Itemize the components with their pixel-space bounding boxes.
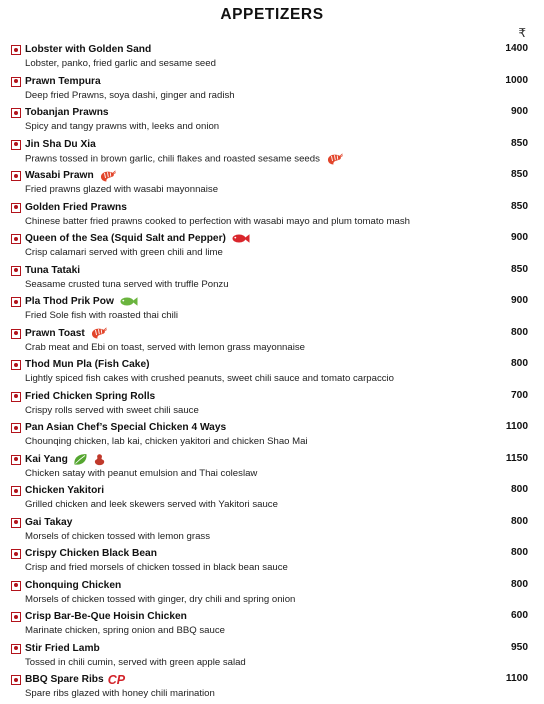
menu-item-description-line xyxy=(25,184,522,195)
menu-items-list xyxy=(0,42,544,704)
menu-item-name: Queen of the Sea (Squid Salt and Pepper) xyxy=(25,233,226,244)
menu-item-description-line xyxy=(25,247,522,258)
fish-red-icon xyxy=(231,233,250,244)
menu-item xyxy=(0,105,544,137)
menu-item-description-line xyxy=(25,436,522,447)
menu-item-description: Morsels of chicken tossed with ginger, dry chili and spring onion xyxy=(25,593,296,605)
menu-item-header xyxy=(25,42,522,57)
menu-item-price: 850 xyxy=(511,169,528,180)
menu-item-description: Chounqing chicken, lab kai, chicken yakitori and chicken Shao Mai xyxy=(25,436,308,447)
non-veg-marker-icon xyxy=(11,171,21,181)
menu-item-name: Pla Thod Prik Pow xyxy=(25,296,114,307)
menu-item-description-line xyxy=(25,153,522,165)
menu-item-name: Wasabi Prawn xyxy=(25,170,94,181)
menu-item-price: 1100 xyxy=(505,421,528,432)
non-veg-marker-icon xyxy=(11,455,21,465)
peanut-icon xyxy=(93,453,106,466)
non-veg-marker-icon xyxy=(11,77,21,87)
menu-item-price: 1100 xyxy=(505,673,528,684)
menu-item-header xyxy=(25,231,522,246)
menu-item-name: Crisp Bar-Be-Que Hoisin Chicken xyxy=(25,611,187,622)
menu-item xyxy=(0,515,544,547)
menu-item-description: Crisp calamari served with green chili and lime xyxy=(25,247,223,258)
menu-item-header xyxy=(25,200,522,215)
non-veg-marker-icon xyxy=(11,549,21,559)
menu-item-name: Prawn Toast xyxy=(25,327,85,339)
menu-item-price: 800 xyxy=(511,358,528,369)
menu-item-price: 800 xyxy=(511,578,528,590)
menu-item-header xyxy=(25,546,522,561)
menu-item-header xyxy=(25,105,522,120)
menu-item-description: Crab meat and Ebi on toast, served with lemon grass mayonnaise xyxy=(25,341,305,353)
menu-item-description: Lightly spiced fish cakes with crushed peanuts, sweet chili sauce and tomato carpaccio xyxy=(25,373,395,384)
leaf-icon xyxy=(73,453,88,466)
menu-item-description: Deep fried Prawns, soya dashi, ginger and radish xyxy=(25,89,235,101)
menu-item xyxy=(0,294,544,326)
menu-item-description: Seasame crusted tuna served with truffle Ponzu xyxy=(25,278,229,290)
non-veg-marker-icon xyxy=(11,518,21,528)
shrimp-icon xyxy=(99,170,116,182)
menu-item-description-line xyxy=(25,58,522,69)
menu-item-price: 1150 xyxy=(505,452,528,464)
menu-item-price: 850 xyxy=(511,263,528,275)
menu-item xyxy=(0,74,544,106)
menu-item-header xyxy=(25,515,522,530)
menu-item-header xyxy=(25,672,522,687)
menu-item-header xyxy=(25,263,522,278)
menu-item xyxy=(0,609,544,641)
non-veg-marker-icon xyxy=(11,45,21,55)
menu-item-name: Chicken Yakitori xyxy=(25,485,105,496)
non-veg-marker-icon xyxy=(11,612,21,622)
menu-item-description-line xyxy=(25,468,522,479)
menu-item-description: Chicken satay with peanut emulsion and Thai coleslaw xyxy=(25,467,258,479)
menu-item-price: 800 xyxy=(511,484,528,495)
menu-item-description: Spicy and tangy prawns with, leeks and onion xyxy=(25,121,220,132)
menu-item-description: Tossed in chili cumin, served with green apple salad xyxy=(25,656,246,668)
menu-item-header xyxy=(25,357,522,372)
menu-item xyxy=(0,420,544,452)
menu-item-name: Golden Fried Prawns xyxy=(25,201,127,213)
menu-item xyxy=(0,357,544,389)
non-veg-marker-icon xyxy=(11,423,21,433)
menu-item-description-line xyxy=(25,594,522,605)
menu-item-price: 1400 xyxy=(505,43,528,54)
menu-item-header xyxy=(25,74,522,89)
menu-item-description: Lobster, panko, fried garlic and sesame seed xyxy=(25,58,216,69)
non-veg-marker-icon xyxy=(11,675,21,685)
non-veg-marker-icon xyxy=(11,108,21,118)
menu-item-name: BBQ Spare Ribs xyxy=(25,674,104,685)
menu-item-header xyxy=(25,483,522,498)
menu-item-description-line xyxy=(25,310,522,321)
menu-item xyxy=(0,168,544,200)
menu-item-price: 900 xyxy=(511,295,528,306)
menu-item-header xyxy=(25,389,522,404)
menu-item-price: 850 xyxy=(511,137,528,149)
menu-item-description: Prawns tossed in brown garlic, chili flakes and roasted sesame seeds xyxy=(25,153,320,165)
menu-item xyxy=(0,452,544,484)
menu-item-header xyxy=(25,641,522,656)
menu-item xyxy=(0,231,544,263)
menu-item xyxy=(0,326,544,358)
menu-item-name: Chonquing Chicken xyxy=(25,579,122,591)
menu-item-description: Morsels of chicken tossed with lemon grass xyxy=(25,530,211,542)
menu-item xyxy=(0,42,544,74)
menu-item-header xyxy=(25,137,522,152)
menu-item xyxy=(0,389,544,421)
non-veg-marker-icon xyxy=(11,297,21,307)
menu-item-price: 900 xyxy=(511,232,528,243)
menu-item-header xyxy=(25,452,522,467)
menu-item xyxy=(0,263,544,295)
menu-item-name: Lobster with Golden Sand xyxy=(25,44,152,55)
menu-item-header xyxy=(25,420,522,435)
menu-item-price: 800 xyxy=(511,515,528,527)
menu-item-description-line xyxy=(25,657,522,668)
menu-item-price: 1000 xyxy=(505,74,528,86)
fish-green-icon xyxy=(119,296,138,307)
menu-item xyxy=(0,546,544,578)
menu-item-header xyxy=(25,578,522,593)
menu-item xyxy=(0,483,544,515)
menu-item-header xyxy=(25,609,522,624)
menu-item-price: 700 xyxy=(511,389,528,401)
menu-item-description-line xyxy=(25,405,522,416)
shrimp-icon xyxy=(90,327,107,339)
menu-item-name: Jin Sha Du Xia xyxy=(25,138,96,150)
menu-item-name: Tobanjan Prawns xyxy=(25,107,109,118)
menu-item-name: Pan Asian Chef’s Special Chicken 4 Ways xyxy=(25,422,227,433)
menu-item-price: 950 xyxy=(511,641,528,653)
menu-item xyxy=(0,672,544,704)
menu-item-name: Prawn Tempura xyxy=(25,75,101,87)
menu-item-price: 800 xyxy=(511,326,528,338)
menu-item-description-line xyxy=(25,531,522,542)
menu-item-description: Spare ribs glazed with honey chili marination xyxy=(25,688,215,699)
non-veg-marker-icon xyxy=(11,392,21,402)
menu-item-header xyxy=(25,168,522,183)
menu-item xyxy=(0,137,544,169)
menu-item-description: Fried prawns glazed with wasabi mayonnaise xyxy=(25,184,219,195)
menu-item-description: Chinese batter fried prawns cooked to perfection with wasabi mayo and plum tomato mash xyxy=(25,215,411,227)
menu-item-price: 850 xyxy=(511,200,528,212)
menu-item-price: 800 xyxy=(511,547,528,558)
menu-item-description: Crispy rolls served with sweet chili sauce xyxy=(25,404,199,416)
menu-item-price: 600 xyxy=(511,610,528,621)
non-veg-marker-icon xyxy=(11,329,21,339)
shrimp-icon xyxy=(326,153,343,165)
non-veg-marker-icon xyxy=(11,644,21,654)
chef-pick-badge: CP xyxy=(107,672,126,687)
menu-item-name: Crispy Chicken Black Bean xyxy=(25,548,157,559)
menu-item-description-line xyxy=(25,216,522,227)
menu-item-name: Fried Chicken Spring Rolls xyxy=(25,390,156,402)
menu-item-description-line xyxy=(25,342,522,353)
non-veg-marker-icon xyxy=(11,140,21,150)
menu-item-description-line xyxy=(25,90,522,101)
menu-item-description-line xyxy=(25,279,522,290)
non-veg-marker-icon xyxy=(11,234,21,244)
menu-item-description: Grilled chicken and leek skewers served with Yakitori sauce xyxy=(25,499,278,510)
menu-item-name: Gai Takay xyxy=(25,516,73,528)
non-veg-marker-icon xyxy=(11,581,21,591)
menu-item xyxy=(0,578,544,610)
menu-item xyxy=(0,200,544,232)
menu-item-name: Kai Yang xyxy=(25,453,68,465)
menu-item-description: Marinate chicken, spring onion and BBQ sauce xyxy=(25,625,225,636)
menu-item xyxy=(0,641,544,673)
non-veg-marker-icon xyxy=(11,203,21,213)
currency-symbol: ₹ xyxy=(518,26,526,40)
non-veg-marker-icon xyxy=(11,266,21,276)
non-veg-marker-icon xyxy=(11,486,21,496)
menu-item-header xyxy=(25,294,522,309)
menu-item-description-line xyxy=(25,625,522,636)
menu-item-description: Fried Sole fish with roasted thai chili xyxy=(25,310,179,321)
menu-item-header xyxy=(25,326,522,341)
menu-item-description-line xyxy=(25,499,522,510)
menu-item-description-line xyxy=(25,121,522,132)
menu-item-description-line xyxy=(25,688,522,699)
menu-item-name: Thod Mun Pla (Fish Cake) xyxy=(25,359,150,370)
non-veg-marker-icon xyxy=(11,360,21,370)
menu-item-price: 900 xyxy=(511,106,528,117)
menu-item-description-line xyxy=(25,373,522,384)
menu-item-description: Crisp and fried morsels of chicken tossed in black bean sauce xyxy=(25,562,288,573)
menu-item-name: Tuna Tataki xyxy=(25,264,81,276)
menu-item-description-line xyxy=(25,562,522,573)
page-title: APPETIZERS xyxy=(220,6,324,23)
menu-item-name: Stir Fried Lamb xyxy=(25,642,100,654)
